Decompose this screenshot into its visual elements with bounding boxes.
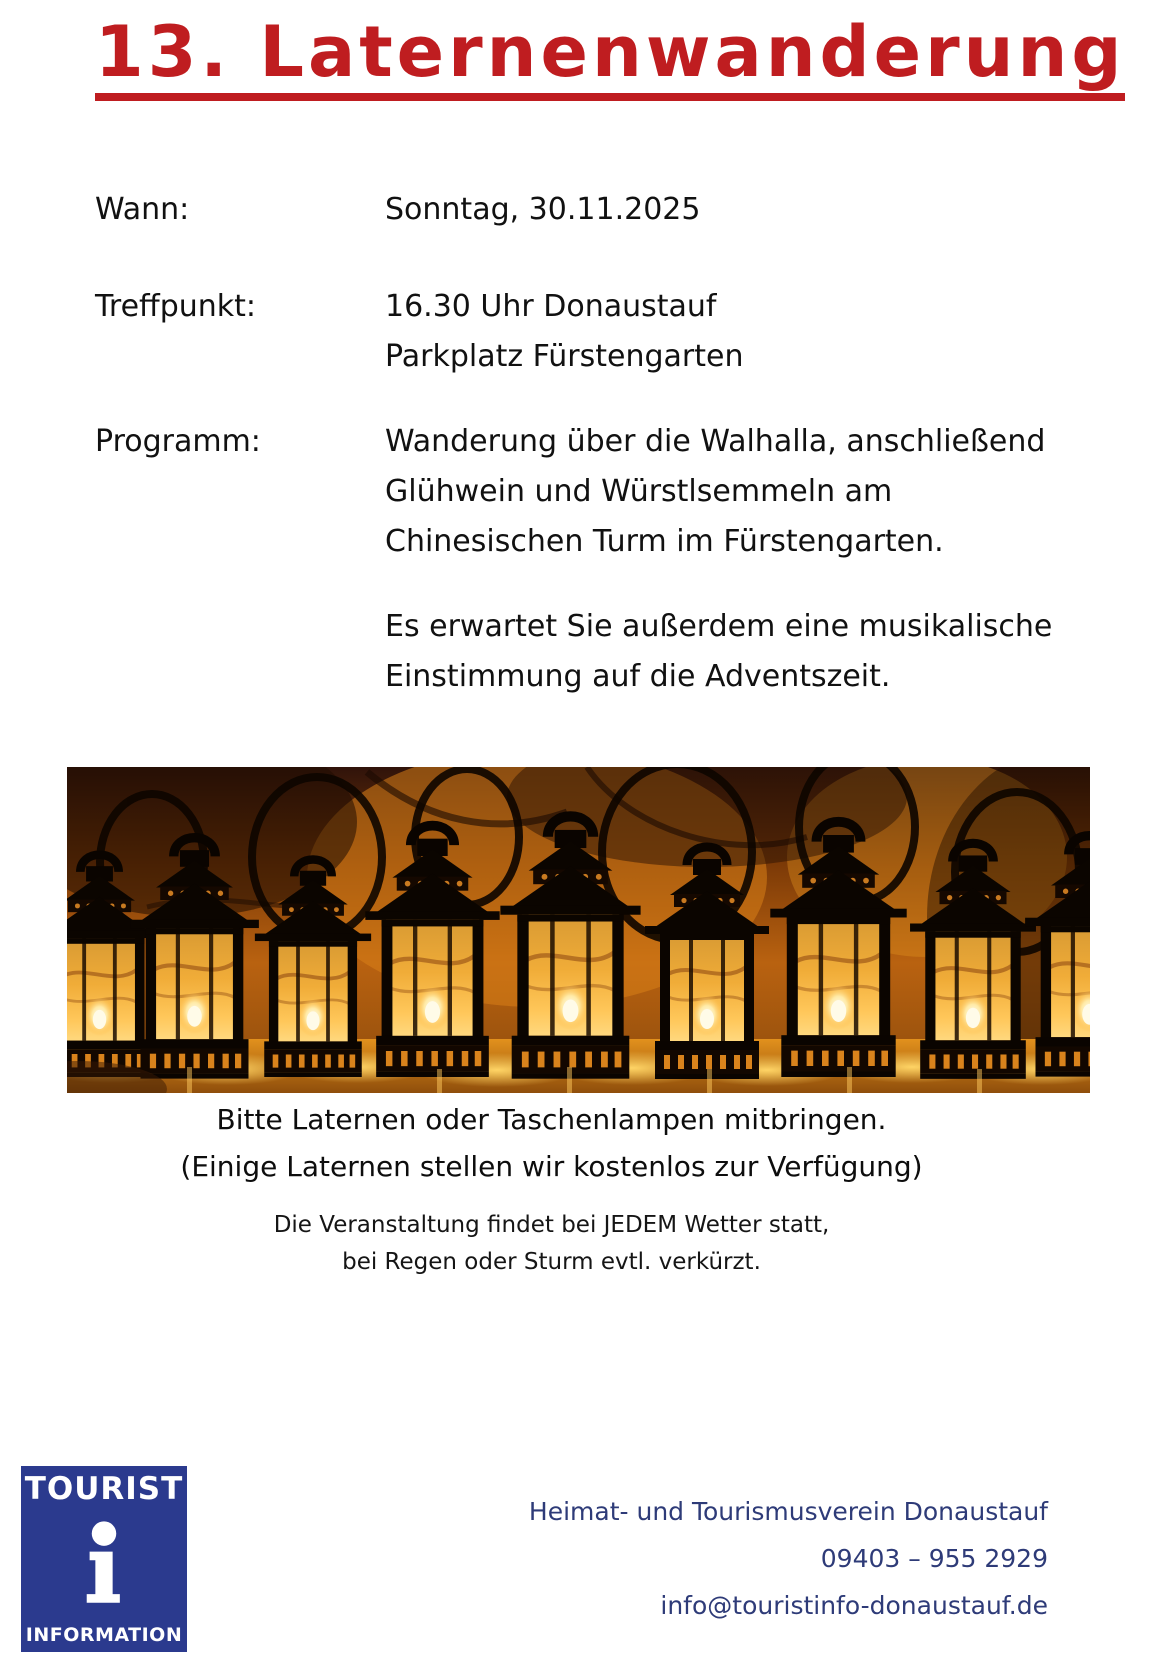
lanterns-photo — [67, 767, 1090, 1093]
detail-label: Treffpunkt: — [95, 289, 257, 324]
weather-note — [0, 1207, 1103, 1281]
info-i-glyph — [68, 1519, 140, 1613]
bring-lanterns-notice — [0, 1096, 1103, 1190]
detail-value-line: Chinesischen Turm im Fürstengarten. — [385, 524, 944, 559]
contact-email: info@touristinfo-donaustauf.de — [660, 1591, 1048, 1620]
detail-value-line: Es erwartet Sie außerdem eine musikalische — [385, 609, 1053, 644]
detail-value-line: Glühwein und Würstlsemmeln am — [385, 474, 893, 509]
detail-value — [385, 417, 1045, 567]
detail-row-treffpunkt — [95, 282, 1145, 382]
detail-label: Programm: — [95, 424, 261, 459]
detail-value — [385, 282, 743, 382]
detail-value-line: Einstimmung auf die Adventszeit. — [385, 659, 891, 694]
title-block — [95, 11, 1126, 101]
notice-line: Bitte Laternen oder Taschenlampen mitbringen. — [216, 1103, 887, 1136]
lanterns-photo-illustration — [67, 767, 1090, 1093]
contact-phone: 09403 – 955 2929 — [820, 1544, 1048, 1573]
detail-label: Wann: — [95, 192, 190, 227]
page-title: 13. Laternenwanderung — [95, 14, 1125, 101]
logo-information-text: INFORMATION — [25, 1624, 183, 1646]
weather-line: bei Regen oder Sturm evtl. verkürzt. — [342, 1249, 761, 1275]
detail-row-wann — [95, 185, 1145, 235]
detail-value-line: 16.30 Uhr Donaustauf — [385, 289, 717, 324]
notice-line: (Einige Laternen stellen wir kostenlos zur Verfügung) — [180, 1150, 923, 1183]
detail-row-music — [95, 602, 1145, 702]
contact-organization: Heimat- und Tourismusverein Donaustauf — [528, 1497, 1048, 1526]
detail-value — [385, 602, 1052, 702]
contact-block — [529, 1488, 1048, 1629]
logo-tourist-text: TOURIST — [24, 1471, 184, 1507]
tourist-information-logo — [21, 1466, 187, 1652]
detail-row-programm — [95, 417, 1145, 567]
weather-line: Die Veranstaltung findet bei JEDEM Wetter statt, — [273, 1212, 830, 1238]
detail-value — [385, 185, 700, 235]
detail-value-line: Sonntag, 30.11.2025 — [385, 192, 701, 227]
info-i-icon — [68, 1505, 140, 1626]
detail-value-line: Parkplatz Fürstengarten — [385, 339, 744, 374]
detail-value-line: Wanderung über die Walhalla, anschließend — [385, 424, 1046, 459]
